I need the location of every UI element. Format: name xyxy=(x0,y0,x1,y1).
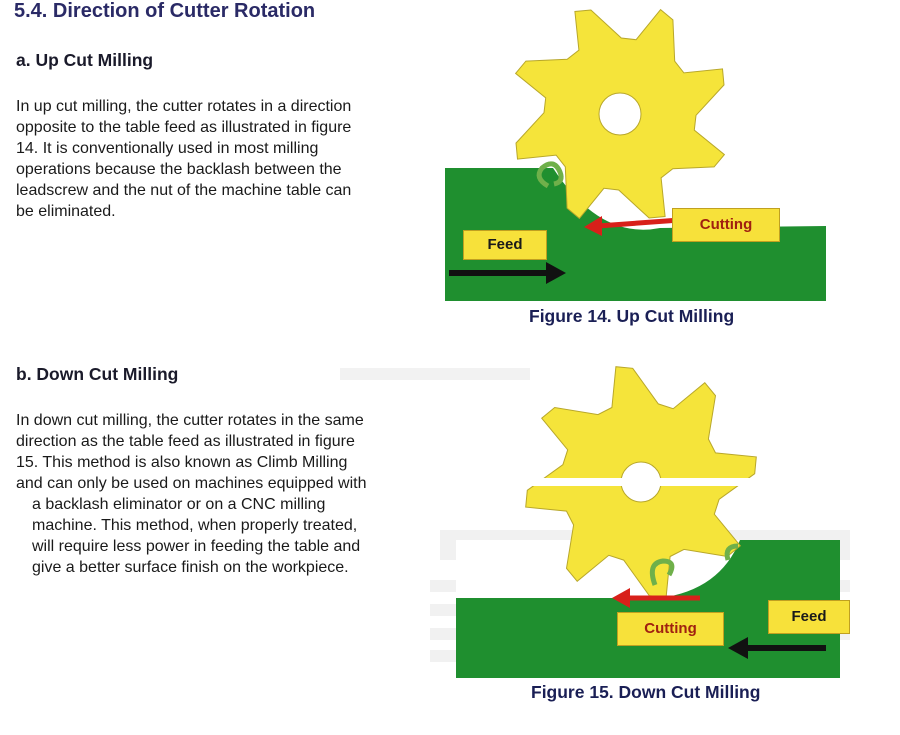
figure-14-cutting-label: Cutting xyxy=(672,208,780,242)
down-cut-line: will require less power in feeding the table and xyxy=(32,538,361,555)
figure-14-feed-label: Feed xyxy=(463,230,547,260)
down-cut-line: In down cut milling, the cutter rotates in the same xyxy=(16,412,364,429)
up-cut-line: operations because the backlash between the xyxy=(16,161,342,178)
down-cut-line: direction as the table feed as illustrated in figure xyxy=(16,433,355,450)
up-cut-line: opposite to the table feed as illustrated in figure xyxy=(16,119,352,136)
up-cut-line: 14. It is conventionally used in most milling xyxy=(16,140,319,157)
down-cut-line: give a better surface finish on the workpiece. xyxy=(32,559,349,576)
up-cut-line: be eliminated. xyxy=(16,203,116,220)
up-cut-heading: a. Up Cut Milling xyxy=(16,50,154,70)
section-title: 5.4. Direction of Cutter Rotation xyxy=(14,0,316,22)
figure-15-caption: Figure 15. Down Cut Milling xyxy=(531,682,761,702)
figure-15-feed-label: Feed xyxy=(768,600,850,634)
up-cut-line: In up cut milling, the cutter rotates in a direction xyxy=(16,98,352,115)
down-cut-line: and can only be used on machines equipped with xyxy=(16,475,367,492)
up-cut-line: leadscrew and the nut of the machine table can xyxy=(16,182,352,199)
scan-gap xyxy=(530,478,750,486)
down-cut-line: machine. This method, when properly treated, xyxy=(32,517,358,534)
down-cut-line: a backlash eliminator or on a CNC milling xyxy=(32,496,326,513)
down-cut-line: 15. This method is also known as Climb Milling xyxy=(16,454,348,471)
down-cut-heading: b. Down Cut Milling xyxy=(16,364,179,384)
figure-14-caption: Figure 14. Up Cut Milling xyxy=(529,306,735,326)
figure-15-cutting-label: Cutting xyxy=(617,612,724,646)
